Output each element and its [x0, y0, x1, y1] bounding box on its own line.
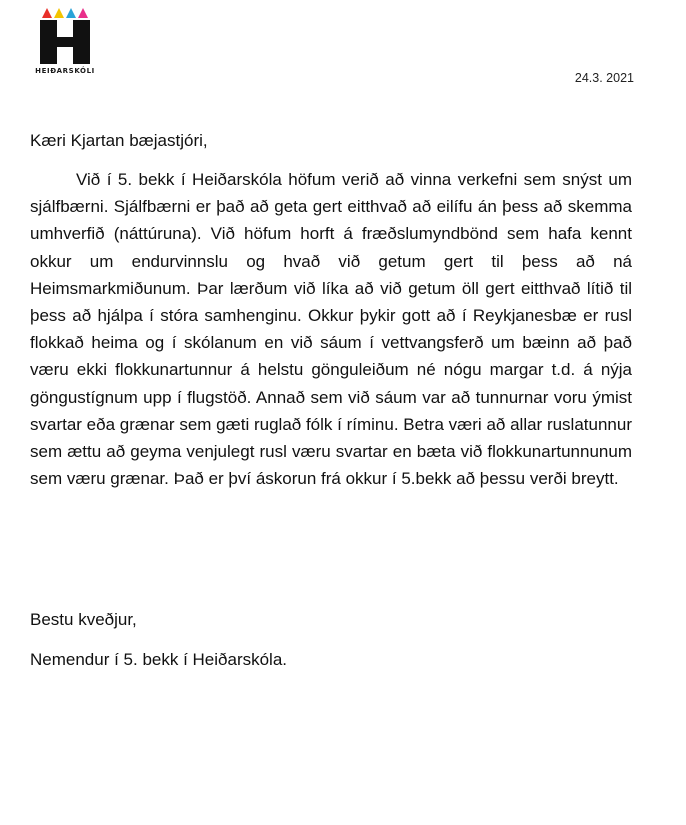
logo-graphic [28, 4, 102, 66]
letter-salutation: Kæri Kjartan bæjastjóri, [30, 131, 208, 150]
letter-signature: Nemendur í 5. bekk í Heiðarskóla. [30, 650, 288, 669]
letter-date: 24.3. 2021 [574, 71, 634, 85]
letter-closing: Bestu kveðjur, [30, 610, 137, 629]
school-logo [28, 4, 102, 80]
logo-triangle-blue [66, 8, 76, 18]
logo-triangle-yellow [54, 8, 64, 18]
logo-letter-h [40, 20, 90, 64]
logo-text: HEIÐARSKÓLI [35, 67, 95, 75]
logo-triangle-red [42, 8, 52, 18]
logo-triangle-pink [78, 8, 88, 18]
letter-body: Við í 5. bekk í Heiðarskóla höfum verið að vinna verkefni sem snýst um sjálfbærni. Sjálfbærni er það að geta gert eitthvað að eilífu án þess að skemma umhverfið (náttúruna). Við höfum horft á fræðslumyndbönd sem hafa kennt okkur um endurvinnslu og hvað við getum gert til þess að ná Heimsmarkmiðunum. Þar lærðum við líka að við getum öll gert eitthvað lítið til þess að hjálpa í stóra samhenginu. Okkur þykir gott að í Reykjanesbæ er rusl flokkað heima og í skólanum en við sáum í vettvangsferð um bæinn að það væru ekki flokkunartunnur á helstu gönguleiðum né nógu margar t.d. á nýja göngustígnum upp í flugstöð. Annað sem við sáum var að tunnurnar voru ýmist svartar eða grænar sem gæti ruglað fólk í ríminu. Betra væri að allar ruslatunnur sem ættu að geyma venjulegt rusl væru svartar en bæta við flokkunartunnunum sem væru grænar. Það er því áskorun frá okkur í 5.bekk að þessu verði breytt. [30, 170, 632, 489]
